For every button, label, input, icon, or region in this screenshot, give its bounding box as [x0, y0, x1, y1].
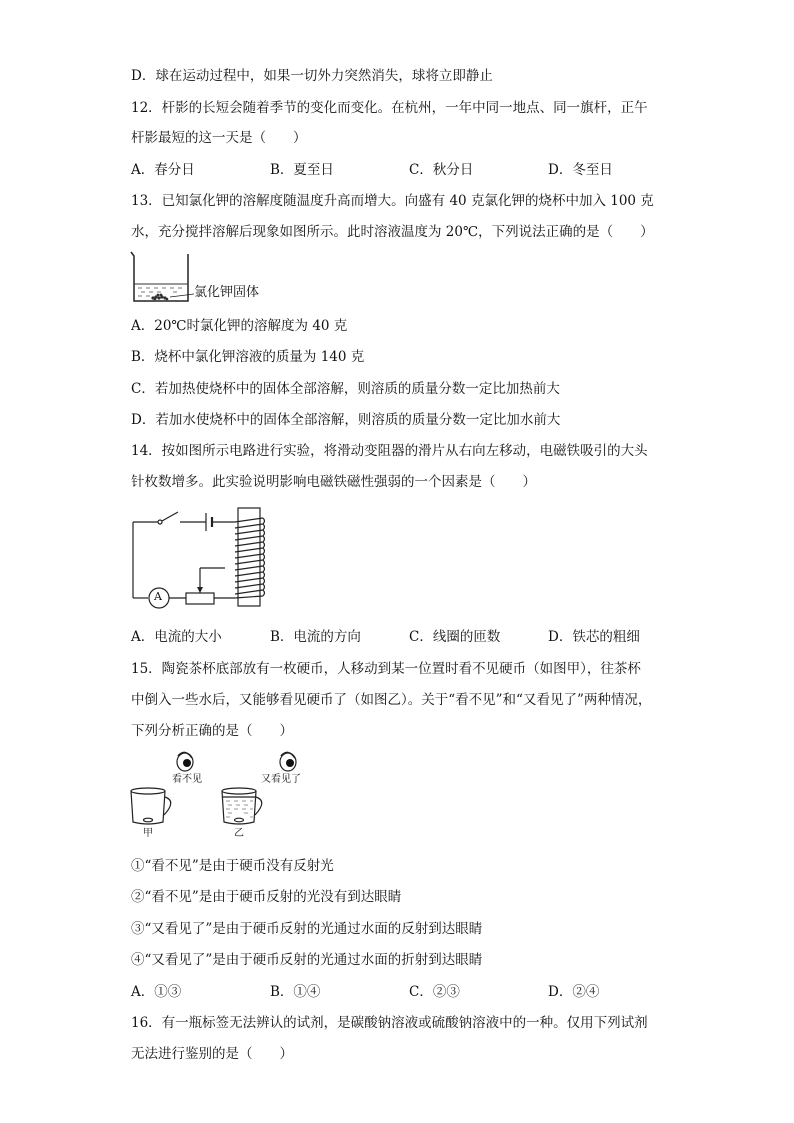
q15-statement-1: ①“看不见”是由于硬币没有反射光: [131, 858, 334, 874]
caption-see-again: 又看见了: [261, 774, 301, 785]
q12-stem-line1: 12．杆影的长短会随着季节的变化而变化。在杭州，一年中同一地点、同一旗杆，正午: [131, 100, 648, 116]
q14-stem-line1: 14．按如图所示电路进行实验，将滑动变阻器的滑片从右向左移动，电磁铁吸引的大头: [131, 443, 648, 459]
q15-statement-3: ③“又看见了”是由于硬币反射的光通过水面的反射到达眼睛: [131, 921, 483, 937]
cups-diagram: [128, 750, 313, 842]
q14-option-c: C．线圈的匝数: [409, 629, 501, 645]
left-eye-icon: [177, 752, 193, 771]
cups-figure: [128, 750, 313, 842]
caption-cannot-see: 看不见: [172, 774, 202, 785]
q12-option-b: B．夏至日: [270, 162, 334, 178]
q12-option-a: A．春分日: [131, 162, 195, 178]
ammeter-label: A: [154, 590, 162, 603]
right-eye-icon: [280, 752, 296, 771]
q15-stem-line2: 中倒入一些水后，又能够看见硬币了（如图乙）。关于“看不见”和“又看见了”两种情况，: [131, 692, 652, 708]
q15-option-c: C．②③: [409, 984, 460, 1000]
circuit-figure: [128, 500, 273, 612]
q15-option-a: A．①③: [131, 984, 182, 1000]
q14-stem-line2: 针枚数增多。此实验说明影响电磁铁磁性强弱的一个因素是（ ）: [131, 474, 536, 490]
q16-stem-line2: 无法进行鉴别的是（ ）: [131, 1046, 293, 1062]
q13-stem-line1: 13．已知氯化钾的溶解度随温度升高而增大。向盛有 40 克氯化钾的烧杯中加入 100 克: [131, 193, 654, 209]
q15-stem-line3: 下列分析正确的是（ ）: [131, 723, 293, 739]
q14-option-d: D．铁芯的粗细: [548, 629, 640, 645]
q13-option-d: D．若加水使烧杯中的固体全部溶解，则溶质的质量分数一定比加水前大: [131, 412, 561, 428]
q15-option-b: B．①④: [270, 984, 321, 1000]
cup-label-jia: 甲: [143, 828, 153, 839]
q15-option-d: D．②④: [548, 984, 600, 1000]
q15-statement-2: ②“看不见”是由于硬币反射的光没有到达眼睛: [131, 889, 402, 905]
q13-option-a: A．20℃时氯化钾的溶解度为 40 克: [131, 318, 348, 334]
q14-option-a: A．电流的大小: [131, 629, 222, 645]
q13-option-c: C．若加热使烧杯中的固体全部溶解，则溶质的质量分数一定比加热前大: [131, 381, 560, 397]
q15-stem-line1: 15．陶瓷茶杯底部放有一枚硬币，人移动到某一位置时看不见硬币（如图甲），往茶杯: [131, 661, 641, 677]
q15-statement-4: ④“又看见了”是由于硬币反射的光通过水面的折射到达眼睛: [131, 952, 483, 968]
q14-option-b: B．电流的方向: [270, 629, 361, 645]
q16-stem-line1: 16．有一瓶标签无法辨认的试剂，是碳酸钠溶液或硫酸钠溶液中的一种。仅用下列试剂: [131, 1015, 648, 1031]
q12-stem-line2: 杆影最短的这一天是（ ）: [131, 130, 307, 146]
q13-stem-line2: 水，充分搅拌溶解后现象如图所示。此时溶液温度为 20℃，下列说法正确的是（ ）: [131, 224, 654, 240]
q11-option-d: D．球在运动过程中，如果一切外力突然消失，球将立即静止: [131, 68, 493, 84]
beaker-figure: [128, 250, 308, 306]
cup-label-yi: 乙: [234, 828, 244, 839]
beaker-label: 氯化钾固体: [194, 285, 260, 300]
q12-option-c: C．秋分日: [409, 162, 474, 178]
circuit-diagram: [128, 500, 273, 612]
q13-option-b: B．烧杯中氯化钾溶液的质量为 140 克: [131, 349, 365, 365]
q12-option-d: D．冬至日: [548, 162, 613, 178]
